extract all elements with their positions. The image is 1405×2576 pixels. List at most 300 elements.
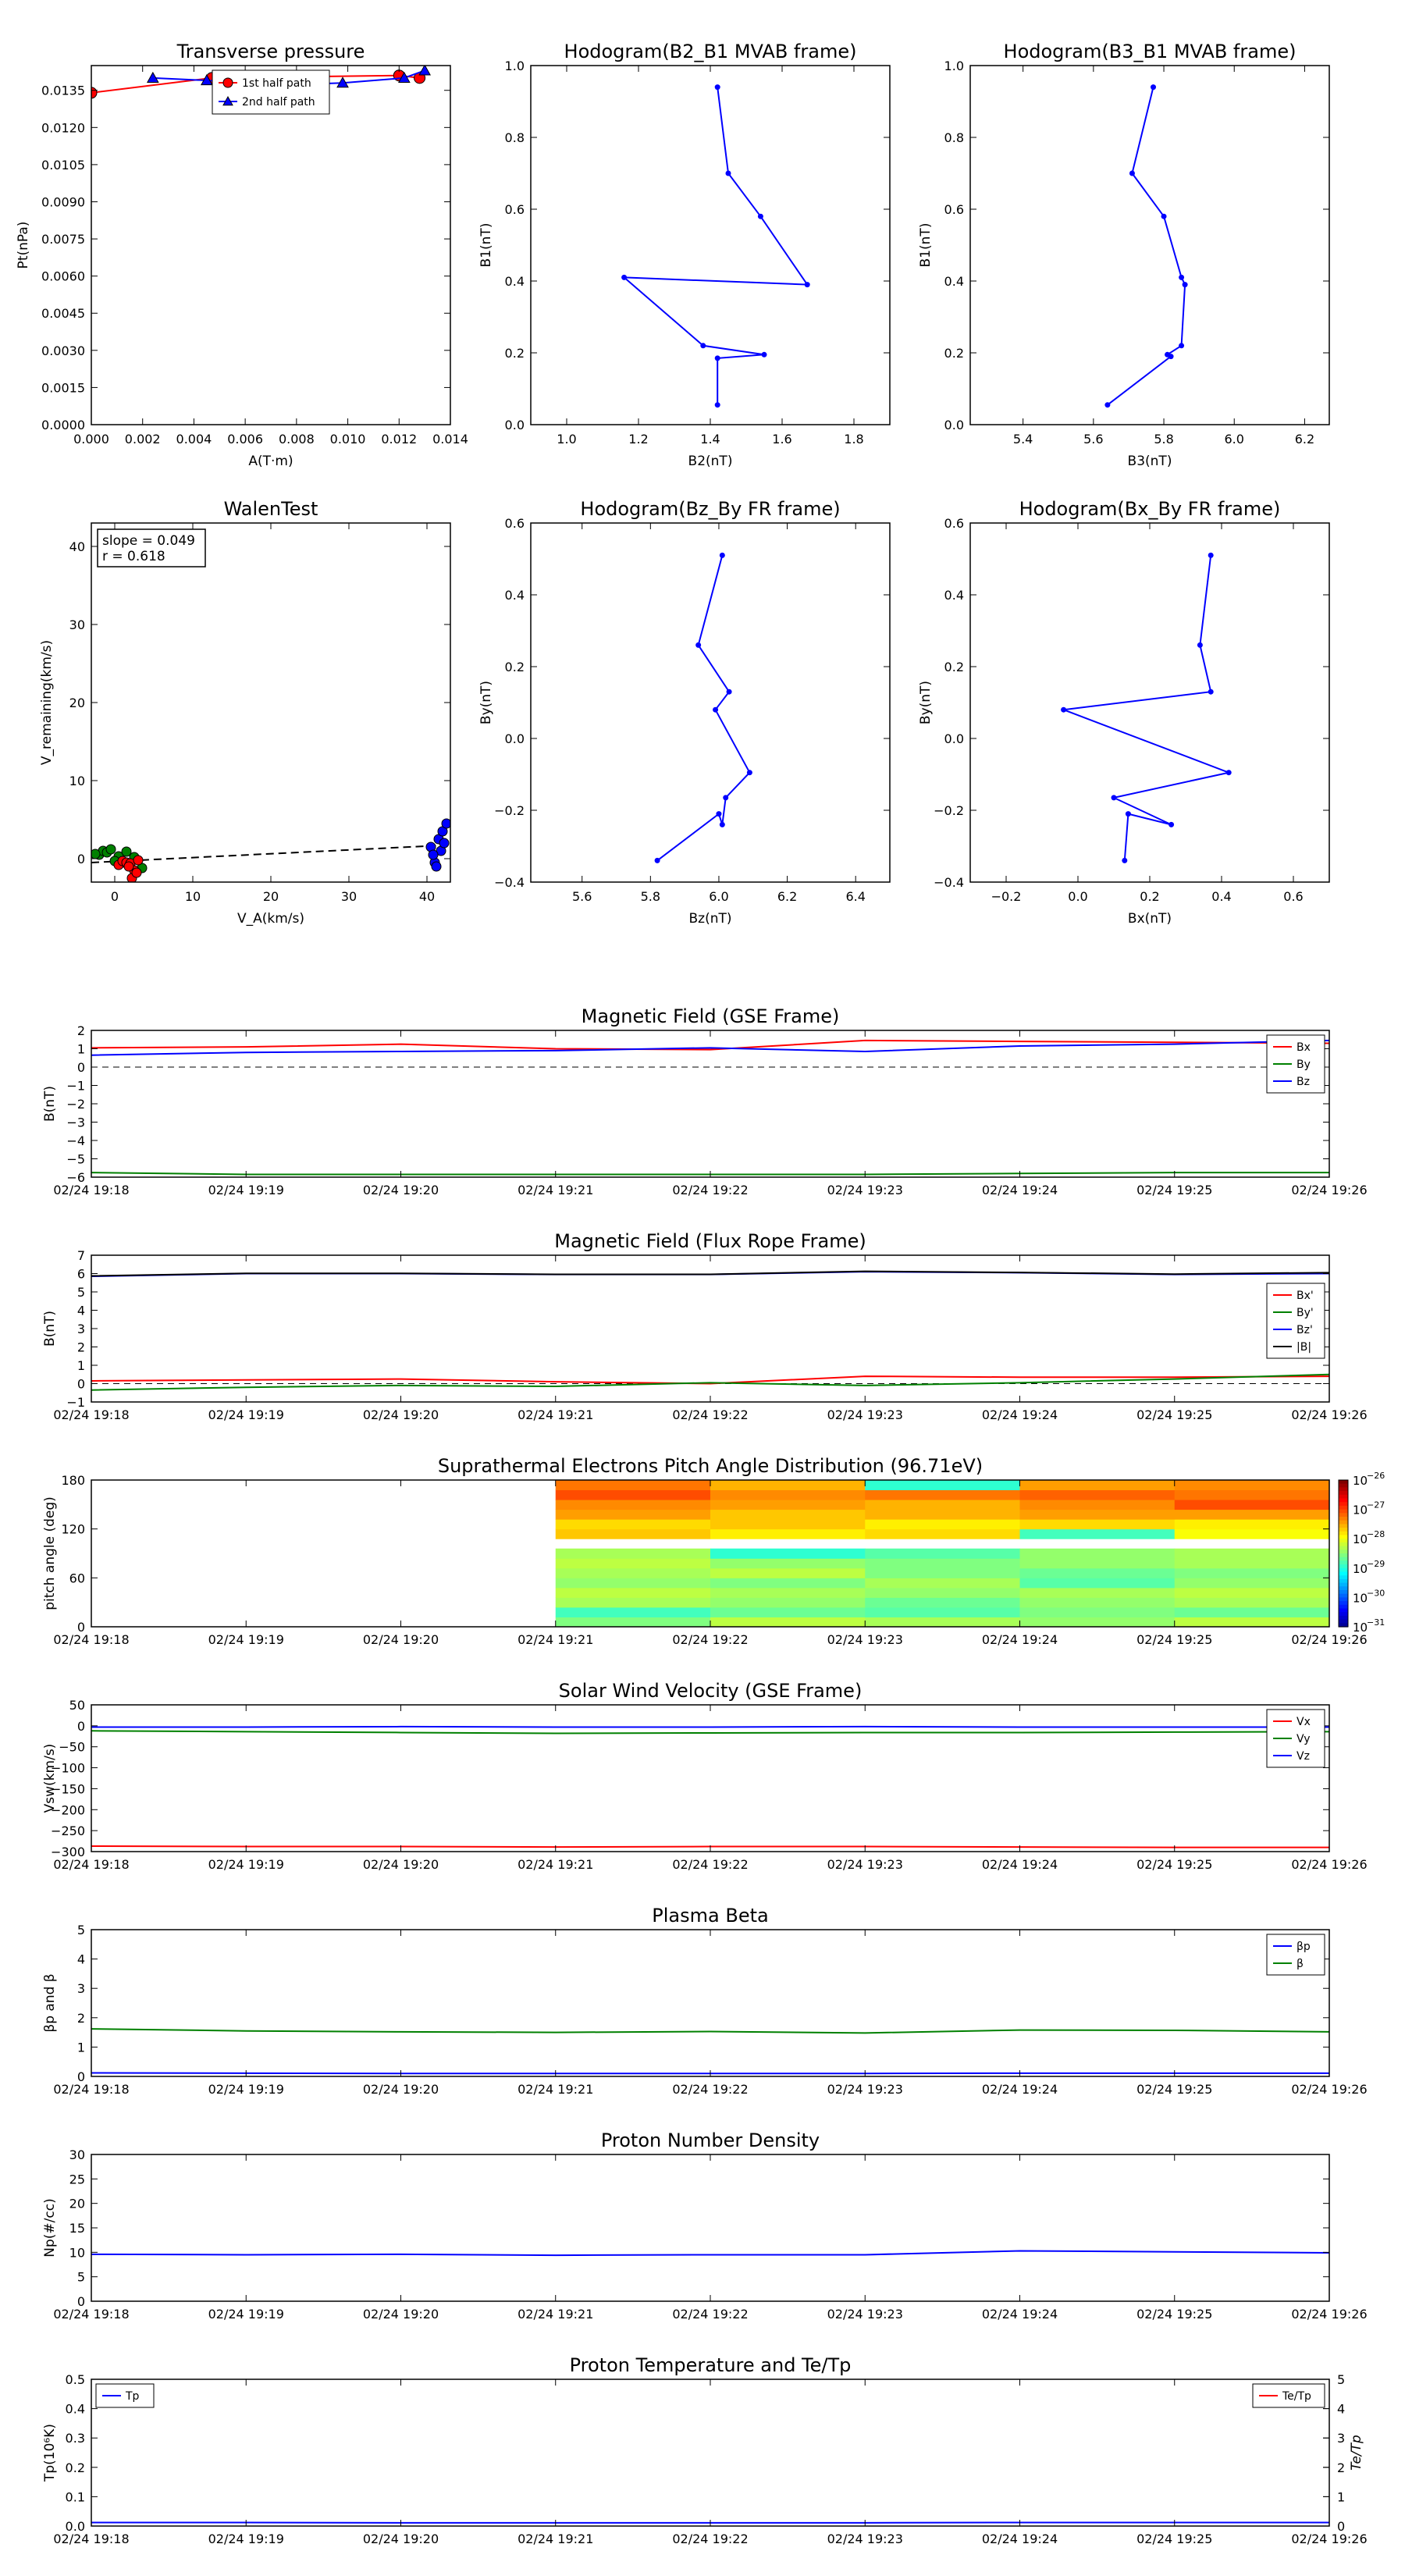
data-point [621,275,627,280]
colorbar-tick-label [1353,1471,1385,1488]
colorbar-segment [1339,1594,1348,1598]
data-point [1061,707,1066,713]
x-tick-label: 02/24 19:23 [827,1632,903,1647]
x-tick-label: 30 [340,889,357,904]
y-tick-label: −4 [66,1133,85,1148]
y-tick-label: 20 [69,696,85,710]
y-tick-label: 3 [76,1981,85,1997]
y-tick-label: 0 [1337,2519,1346,2534]
x-tick-label: 6.0 [709,889,729,904]
x-tick-label: 0.6 [1283,889,1304,904]
heatmap-cell [1020,1597,1176,1607]
x-tick-label: 02/24 19:18 [53,1183,130,1197]
plot-area [91,2029,1329,2073]
x-tick-label: 02/24 19:26 [1291,2532,1368,2546]
x-tick-label: 0.4 [1211,889,1232,904]
heatmap-cell [865,1519,1020,1529]
data-point [727,689,732,695]
y-tick-label: 0.0030 [41,343,85,358]
x-tick-label: 6.2 [1294,432,1315,447]
x-tick-label: 02/24 19:24 [981,1632,1058,1647]
y-tick-label: 0.6 [504,202,525,217]
data-point [713,707,718,713]
y-tick-label: −250 [51,1823,85,1839]
data-point [133,856,143,865]
plot-frame [531,66,890,425]
data-point [758,214,763,219]
data-point [720,822,725,827]
y-axis-label: Pt(nPa) [16,221,31,269]
heatmap-cell [710,1568,866,1578]
heatmap-cell [710,1588,866,1598]
heatmap-cell [865,1607,1020,1617]
chart-title: Proton Number Density [600,2129,820,2151]
x-tick-label: 02/24 19:18 [53,2307,130,2322]
y-tick-label: −0.2 [934,803,964,818]
colorbar-segment [1339,1517,1348,1521]
x-tick-label: 02/24 19:22 [672,1407,749,1422]
y-tick-label: 0.0060 [41,269,85,284]
x-tick-label: 1.4 [700,432,720,447]
y-tick-label: 0.0075 [41,232,85,247]
x-tick-label: 02/24 19:26 [1291,1857,1368,1872]
x-tick-label: 0.014 [432,432,468,447]
y-tick-label: 2 [76,2010,85,2026]
legend-entry: Bx [1297,1041,1311,1054]
data-point [1129,171,1135,176]
legend-entry: |B| [1297,1341,1312,1354]
y-axis-label: Vsw(km/s) [42,1743,58,1813]
y-tick-label: 0.0015 [41,380,85,396]
y-tick-label: 0.3 [65,2431,85,2446]
annotation-box [98,529,205,567]
plot-frame [91,2379,1329,2526]
heatmap-cell [1175,1568,1330,1578]
legend-entry: βp [1297,1941,1311,1953]
heatmap-cell [556,1519,711,1529]
y-tick-label: 0.0105 [41,157,85,173]
heatmap-cell [710,1490,866,1500]
chart-title: Proton Temperature and Te/Tp [569,2354,852,2376]
colorbar-segment [1339,1542,1348,1546]
colorbar-segment [1339,1521,1348,1525]
colorbar [1339,1471,1385,1635]
x-tick-label: 0.2 [1140,889,1160,904]
colorbar-tick-base: 10 [1353,1561,1368,1576]
heatmap-cell [1175,1607,1330,1617]
chart-title: Solar Wind Velocity (GSE Frame) [558,1680,863,1702]
x-tick-label: 02/24 19:20 [362,1857,439,1872]
heatmap-cell [1020,1568,1176,1578]
colorbar-tick-label [1353,1617,1385,1635]
y-tick-label: 0.4 [65,2401,85,2417]
colorbar-tick-exponent: −28 [1367,1529,1385,1540]
colorbar-tick-label [1353,1500,1385,1517]
y-tick-label: 180 [61,1473,85,1488]
plot-area [556,1480,1330,1628]
data-point [1226,770,1232,775]
chart-title: WalenTest [223,498,318,520]
x-tick-label: 02/24 19:23 [827,1407,903,1422]
heatmap-cell [1175,1500,1330,1510]
heatmap-cell [865,1549,1020,1559]
data-point [762,352,767,358]
series-line [91,2250,1329,2255]
chart-magnetic-field-fr [42,1230,1368,1422]
chart-title: Suprathermal Electrons Pitch Angle Distribution (96.71eV) [437,1455,984,1477]
data-point [723,795,728,800]
y-axis-label: βp and β [42,1973,58,2033]
plot-area [91,819,451,883]
y-tick-label: 5 [76,1923,85,1937]
data-point [1183,282,1188,287]
x-tick-label: 02/24 19:25 [1136,1857,1213,1872]
heatmap-cell [556,1597,711,1607]
heatmap-cell [1175,1490,1330,1500]
x-tick-label: 02/24 19:21 [518,2082,594,2097]
chart-title: Hodogram(Bz_By FR frame) [580,498,841,520]
colorbar-segment [1339,1597,1348,1601]
x-tick-label: 6.0 [1224,432,1244,447]
heatmap-cell [710,1500,866,1510]
legend-entry: Tp [126,2390,140,2403]
legend [1267,1710,1325,1767]
x-tick-label: 02/24 19:20 [362,2307,439,2322]
heatmap-cell [1020,1607,1176,1617]
data-point [715,84,720,90]
x-tick-label: 02/24 19:24 [981,1407,1058,1422]
data-point [223,78,233,87]
heatmap-cell [1175,1549,1330,1559]
colorbar-segment [1339,1579,1348,1583]
colorbar-segment [1339,1601,1348,1605]
colorbar-segment [1339,1495,1348,1499]
y-tick-label: 7 [76,1248,85,1263]
x-tick-label: 02/24 19:25 [1136,1407,1213,1422]
chart-title: Hodogram(B2_B1 MVAB frame) [564,41,857,62]
colorbar-tick-label [1353,1559,1385,1576]
data-point [1122,858,1127,863]
heatmap-cell [710,1597,866,1607]
heatmap-cell [1020,1617,1176,1627]
x-tick-label: 1.6 [772,432,792,447]
y-tick-label: 0.0 [504,418,525,432]
heatmap-cell [1175,1617,1330,1627]
legend-entry: 2nd half path [242,96,315,109]
y-tick-label: 0.4 [944,274,964,289]
legend [1267,1934,1325,1975]
y-axis-label: Tp(10⁶K) [42,2423,58,2482]
data-point [1179,275,1184,280]
data-point [432,862,441,871]
heatmap-cell [710,1480,866,1490]
colorbar-tick-exponent: −27 [1367,1500,1385,1510]
legend [212,70,329,114]
y-tick-label: 0 [76,2294,85,2309]
y-axis-label: By(nT) [918,680,934,725]
heatmap-cell [710,1558,866,1568]
y-tick-label: −150 [51,1781,85,1797]
legend-entry: 1st half path [242,77,311,90]
y-tick-label: 0.0045 [41,306,85,322]
legend-entry: By [1297,1059,1311,1071]
x-tick-label: 0.002 [124,432,161,447]
y-tick-label: 0.2 [65,2460,85,2475]
heatmap-cell [865,1617,1020,1627]
data-point [1126,811,1131,817]
y-axis-label: Np(#/cc) [42,2198,58,2258]
colorbar-tick-base: 10 [1353,1621,1368,1635]
x-axis-label: A(T·m) [248,454,293,469]
colorbar-segment [1339,1513,1348,1517]
data-point [429,850,438,859]
chart-title: Magnetic Field (Flux Rope Frame) [554,1230,866,1252]
x-tick-label: 02/24 19:21 [518,1407,594,1422]
y-axis-label: B1(nT) [918,222,934,268]
legend-entry: Te/Tp [1282,2390,1311,2403]
y-tick-label: 15 [69,2221,85,2236]
x-tick-label: 0 [110,889,119,904]
data-point [716,811,721,817]
colorbar-segment [1339,1550,1348,1553]
heatmap-cell [1020,1480,1176,1490]
y-tick-label: 30 [69,617,85,632]
y-tick-label: 0.0 [944,731,964,746]
x-tick-label: 0.000 [73,432,109,447]
colorbar-segment [1339,1484,1348,1488]
y-tick-label: 30 [69,2147,85,2162]
x-tick-label: 02/24 19:24 [981,1857,1058,1872]
y-tick-label: −1 [66,1078,85,1094]
x-tick-label: 02/24 19:20 [362,2082,439,2097]
data-point [1161,214,1167,219]
y-tick-label: 0.5 [65,2372,85,2387]
plot-frame [970,523,1329,882]
colorbar-segment [1339,1532,1348,1535]
x-tick-label: 02/24 19:18 [53,1857,130,1872]
y-tick-label: 0.2 [944,660,964,674]
y-axis-label: pitch angle (deg) [42,1496,58,1610]
legend [96,2384,154,2407]
colorbar-segment [1339,1553,1348,1557]
colorbar-tick-label [1353,1588,1385,1605]
plot-frame [91,66,450,425]
data-point [1168,822,1174,827]
data-point [132,868,141,877]
x-tick-label: 02/24 19:20 [362,1632,439,1647]
heatmap-cell [556,1588,711,1598]
y-tick-label: −0.2 [494,803,525,818]
colorbar-segment [1339,1564,1348,1568]
plot-area [91,1272,1329,1390]
x-tick-label: 02/24 19:24 [981,2532,1058,2546]
y-tick-label: 10 [69,2245,85,2261]
heatmap-cell [865,1588,1020,1598]
colorbar-segment [1339,1524,1348,1528]
heatmap-cell [865,1480,1020,1490]
data-point [442,819,451,828]
heatmap-cell [865,1529,1020,1539]
x-tick-label: 40 [418,889,436,904]
series-line [1064,555,1229,860]
colorbar-segment [1339,1535,1348,1539]
data-point [715,355,720,361]
x-tick-label: 1.0 [557,432,577,447]
y-tick-label: 0 [76,1376,85,1392]
x-tick-label: 02/24 19:26 [1291,1407,1368,1422]
chart-title: Magnetic Field (GSE Frame) [581,1005,840,1027]
y-tick-label: 5 [76,2269,85,2285]
y-tick-label: 6 [76,1266,85,1282]
data-point [1168,354,1174,359]
y-tick-label: 0.1 [65,2489,85,2505]
y-tick-label: 0.4 [504,588,525,603]
x-tick-label: 02/24 19:23 [827,2082,903,2097]
x-tick-label: 02/24 19:23 [827,2307,903,2322]
x-tick-label: 20 [262,889,279,904]
colorbar-segment [1339,1487,1348,1491]
y-tick-label: 0 [76,1620,85,1635]
heatmap-cell [556,1568,711,1578]
x-tick-label: 02/24 19:21 [518,1632,594,1647]
heatmap-cell [865,1597,1020,1607]
data-point [1208,553,1214,558]
chart-solar-wind-velocity [42,1680,1368,1872]
colorbar-segment [1339,1491,1348,1495]
chart-magnetic-field-gse [42,1005,1368,1197]
y-axis-label: B(nT) [42,1310,58,1347]
colorbar-tick-base: 10 [1353,1474,1368,1488]
y-tick-label: 0.6 [944,516,964,531]
colorbar-segment [1339,1590,1348,1594]
y-tick-label: −6 [66,1170,85,1185]
heatmap-cell [1175,1519,1330,1529]
x-tick-label: 02/24 19:19 [208,1183,284,1197]
heatmap-cell [556,1578,711,1588]
plot-area [91,1041,1329,1175]
chart-hodogram-b3-b1 [918,41,1329,469]
heatmap-cell [1175,1480,1330,1490]
colorbar-segment [1339,1568,1348,1572]
x-tick-label: 02/24 19:25 [1136,2307,1213,2322]
chart-title: Hodogram(Bx_By FR frame) [1019,498,1281,520]
data-point [1104,402,1110,407]
legend-entry: Vx [1297,1716,1311,1728]
y-tick-label: 40 [69,539,85,554]
y-tick-label: 0.6 [504,516,525,531]
heatmap-cell [710,1607,866,1617]
data-point [124,862,133,871]
colorbar-tick-label [1353,1529,1385,1546]
colorbar-segment [1339,1609,1348,1613]
data-point [805,282,810,287]
y-tick-label: 20 [69,2196,85,2211]
heatmap-cell [556,1490,711,1500]
legend [1267,1283,1325,1358]
chart-walen-test [39,498,451,927]
x-tick-label: 6.4 [845,889,866,904]
series-line [91,2029,1329,2033]
x-tick-label: 5.4 [1012,432,1033,447]
colorbar-segment [1339,1528,1348,1532]
y-tick-label: −200 [51,1802,85,1818]
y-tick-label: 0.0 [65,2519,85,2534]
y-tick-label: 1 [76,1358,85,1373]
x-tick-label: 02/24 19:19 [208,2307,284,2322]
x-tick-label: 02/24 19:21 [518,1857,594,1872]
colorbar-tick-exponent: −30 [1367,1588,1385,1599]
data-point [747,770,752,775]
heatmap-cell [1020,1500,1176,1510]
y-tick-label: 0.4 [504,274,525,289]
x-tick-label: 02/24 19:25 [1136,2532,1213,2546]
colorbar-segment [1339,1499,1348,1503]
colorbar-segment [1339,1572,1348,1576]
y-tick-label: 0 [76,1718,85,1734]
y-axis-label: B1(nT) [478,222,494,268]
heatmap-cell [556,1617,711,1627]
data-point [1208,689,1214,695]
data-point [1179,343,1184,348]
colorbar-segment [1339,1560,1348,1564]
legend-entry: Bx' [1297,1290,1314,1302]
x-tick-label: 02/24 19:26 [1291,2307,1368,2322]
x-axis-label: B3(nT) [1127,454,1172,469]
x-tick-label: 02/24 19:19 [208,1632,284,1647]
heatmap-cell [1020,1549,1176,1559]
plot-frame [91,2154,1329,2301]
chart-suprathermal-pad [42,1455,1385,1647]
x-tick-label: 02/24 19:23 [827,1183,903,1197]
plot-area [1104,84,1187,407]
legend-entry: β [1297,1958,1304,1970]
heatmap-cell [865,1578,1020,1588]
legend [1253,2384,1325,2407]
data-point [91,849,100,859]
chart-hodogram-b2-b1 [478,41,890,469]
series-line [91,1731,1329,1733]
y-axis-label-right: Te/Tp [1349,2435,1364,2471]
y-tick-label: 0.2 [504,660,525,674]
data-point [1151,84,1156,90]
x-tick-label: 02/24 19:22 [672,1632,749,1647]
y-tick-label: 0 [76,1060,85,1075]
series-line [657,555,749,860]
heatmap-cell [865,1568,1020,1578]
heatmap-cell [1020,1490,1176,1500]
plot-area [655,553,752,863]
y-tick-label: −5 [66,1151,85,1167]
heatmap-cell [1020,1519,1176,1529]
colorbar-tick-base: 10 [1353,1503,1368,1517]
heatmap-cell [1175,1510,1330,1520]
chart-proton-density [42,2129,1368,2322]
heatmap-cell [556,1480,711,1490]
y-tick-label: 4 [76,1303,85,1318]
heatmap-cell [1175,1529,1330,1539]
x-tick-label: 0.008 [278,432,315,447]
heatmap-cell [865,1558,1020,1568]
x-tick-label: 02/24 19:23 [827,2532,903,2546]
plot-area [91,2250,1329,2255]
data-point [419,65,430,75]
y-axis-label: V_remaining(km/s) [39,639,55,766]
heatmap-cell [1020,1510,1176,1520]
y-tick-label: −300 [51,1845,85,1859]
data-point [700,343,706,348]
x-tick-label: 02/24 19:19 [208,2082,284,2097]
x-axis-label: Bz(nT) [688,911,732,927]
